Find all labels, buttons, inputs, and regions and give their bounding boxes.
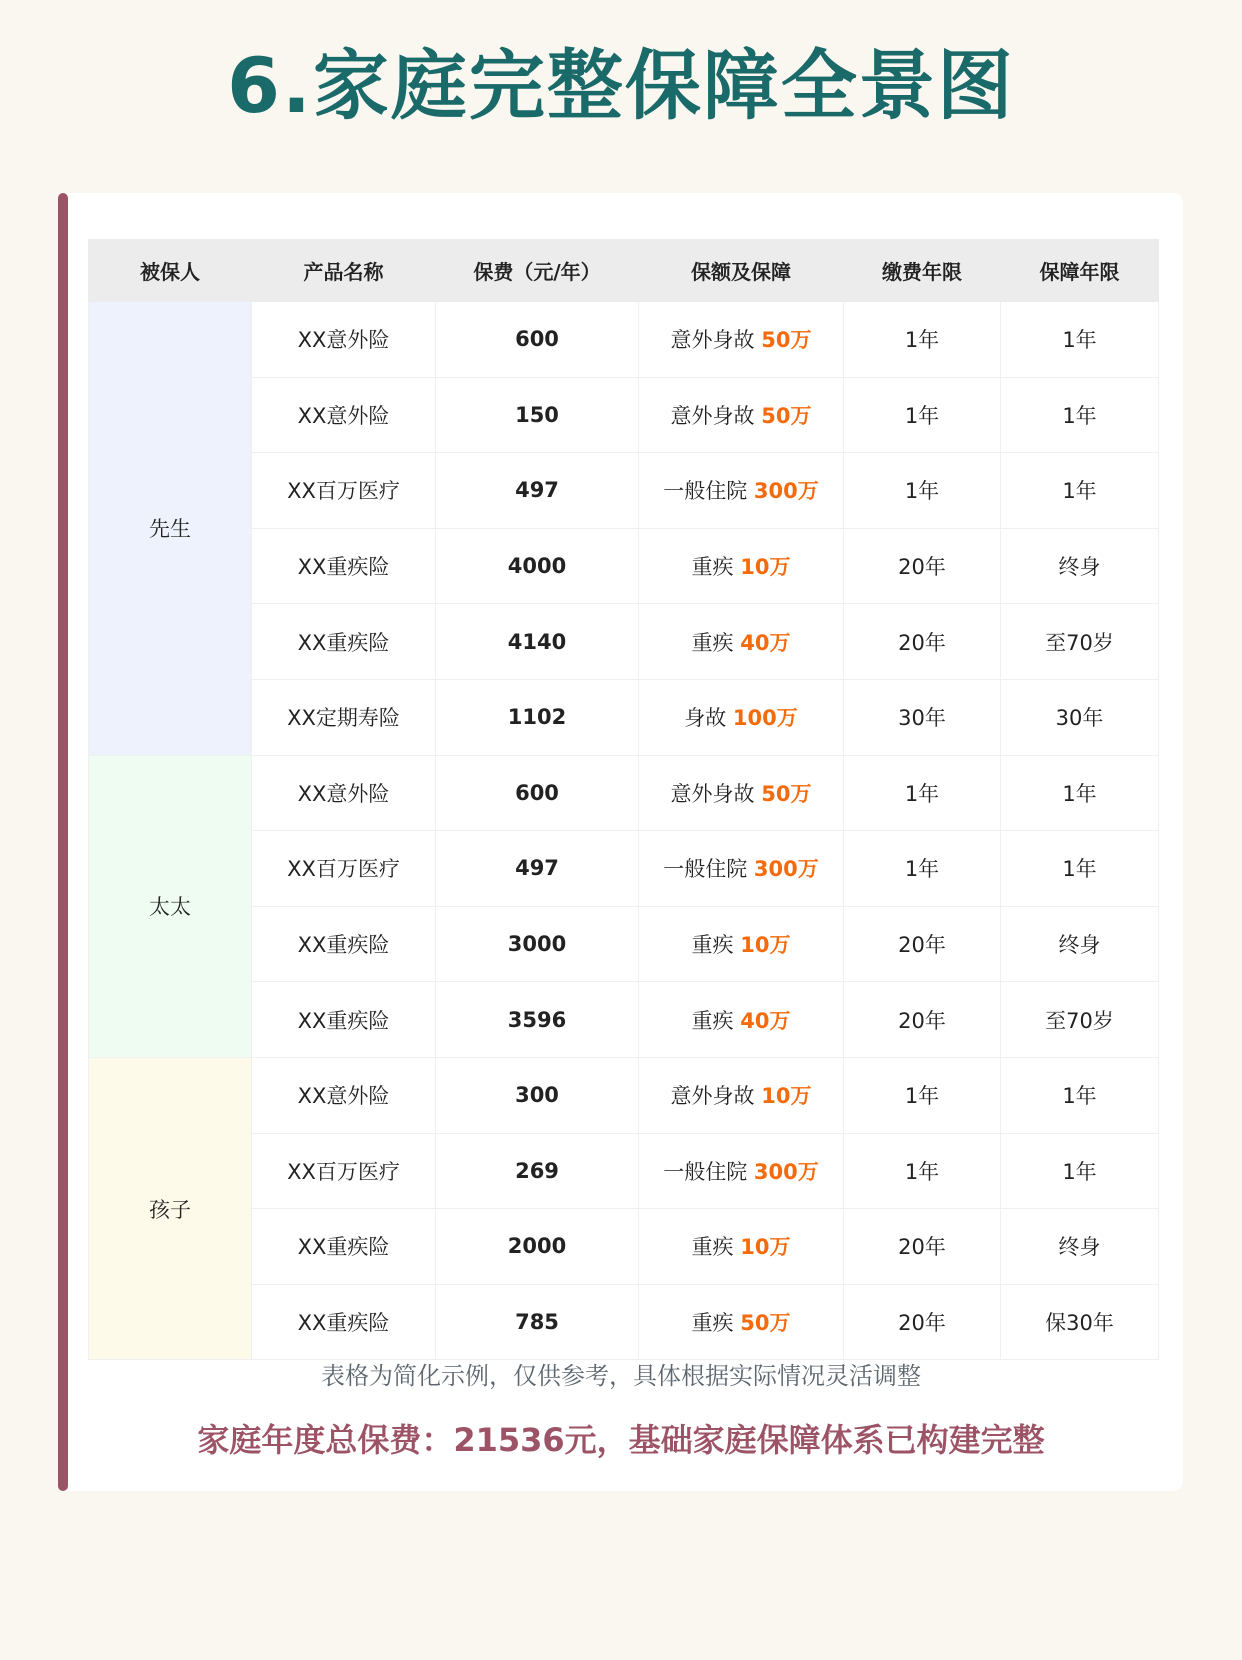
premium-cell: 300	[436, 1057, 639, 1133]
table-row	[89, 1057, 1159, 1133]
premium-cell: 785	[436, 1284, 639, 1360]
product-cell: XX意外险	[252, 377, 436, 453]
pay-term-cell: 20年	[844, 906, 1001, 982]
cover-term-cell: 1年	[1001, 831, 1159, 907]
coverage-type: 重疾	[691, 1235, 734, 1260]
coverage-type: 一般住院	[663, 1159, 748, 1184]
product-cell: XX百万医疗	[252, 453, 436, 529]
pay-term-cell: 20年	[844, 1284, 1001, 1360]
pay-term-cell: 1年	[844, 1057, 1001, 1133]
coverage-cell	[639, 1209, 844, 1285]
premium-cell: 3596	[436, 982, 639, 1058]
premium-cell: 600	[436, 302, 639, 378]
product-cell: XX意外险	[252, 755, 436, 831]
product-cell: XX意外险	[252, 302, 436, 378]
coverage-cell	[639, 1133, 844, 1209]
coverage-amount: 10万	[740, 555, 791, 580]
coverage-type: 意外身故	[670, 403, 755, 428]
pay-term-cell: 30年	[844, 679, 1001, 755]
coverage-amount: 50万	[761, 403, 812, 428]
coverage-type: 一般住院	[663, 857, 748, 882]
cover-term-cell: 至70岁	[1001, 604, 1159, 680]
coverage-type: 一般住院	[663, 479, 748, 504]
premium-cell: 497	[436, 453, 639, 529]
coverage-amount: 40万	[740, 1008, 791, 1033]
coverage-amount: 10万	[761, 1084, 812, 1109]
coverage-cell	[639, 831, 844, 907]
premium-cell: 4140	[436, 604, 639, 680]
cover-term-cell: 终身	[1001, 906, 1159, 982]
coverage-cell	[639, 528, 844, 604]
table-header-row	[89, 240, 1159, 302]
coverage-amount: 50万	[761, 781, 812, 806]
coverage-amount: 50万	[740, 1311, 791, 1336]
coverage-amount: 10万	[740, 1235, 791, 1260]
card-accent-bar	[58, 193, 68, 1491]
coverage-amount: 100万	[732, 706, 798, 731]
product-cell: XX重疾险	[252, 1209, 436, 1285]
page-title: 6.家庭完整保障全景图	[227, 41, 1015, 130]
cover-term-cell: 终身	[1001, 528, 1159, 604]
coverage-amount: 50万	[761, 328, 812, 353]
coverage-cell	[639, 679, 844, 755]
premium-cell: 1102	[436, 679, 639, 755]
coverage-type: 重疾	[691, 1311, 734, 1336]
pay-term-cell: 20年	[844, 528, 1001, 604]
premium-cell: 2000	[436, 1209, 639, 1285]
coverage-cell	[639, 604, 844, 680]
coverage-cell	[639, 453, 844, 529]
coverage-cell	[639, 906, 844, 982]
product-cell: XX重疾险	[252, 528, 436, 604]
coverage-amount: 300万	[753, 1159, 819, 1184]
table-body	[89, 302, 1159, 1360]
cover-term-cell: 30年	[1001, 679, 1159, 755]
product-cell: XX意外险	[252, 1057, 436, 1133]
coverage-type: 身故	[684, 706, 727, 731]
coverage-type: 重疾	[691, 630, 734, 655]
header-premium: 保费（元/年）	[436, 240, 639, 302]
header-pay-term: 缴费年限	[844, 240, 1001, 302]
cover-term-cell: 1年	[1001, 1133, 1159, 1209]
coverage-type: 意外身故	[670, 328, 755, 353]
header-coverage: 保额及保障	[639, 240, 844, 302]
cover-term-cell: 1年	[1001, 302, 1159, 378]
cover-term-cell: 终身	[1001, 1209, 1159, 1285]
coverage-amount: 40万	[740, 630, 791, 655]
premium-cell: 497	[436, 831, 639, 907]
premium-cell: 600	[436, 755, 639, 831]
coverage-type: 意外身故	[670, 1084, 755, 1109]
cover-term-cell: 1年	[1001, 453, 1159, 529]
coverage-cell	[639, 1284, 844, 1360]
coverage-cell	[639, 302, 844, 378]
pay-term-cell: 1年	[844, 755, 1001, 831]
total-premium-summary: 家庭年度总保费：21536元，基础家庭保障体系已构建完整	[197, 1421, 1045, 1459]
coverage-amount: 10万	[740, 933, 791, 958]
product-cell: XX百万医疗	[252, 831, 436, 907]
insured-cell: 孩子	[89, 1057, 252, 1359]
coverage-cell	[639, 377, 844, 453]
product-cell: XX重疾险	[252, 604, 436, 680]
header-product: 产品名称	[252, 240, 436, 302]
premium-cell: 269	[436, 1133, 639, 1209]
pay-term-cell: 1年	[844, 302, 1001, 378]
coverage-type: 重疾	[691, 555, 734, 580]
premium-cell: 4000	[436, 528, 639, 604]
cover-term-cell: 1年	[1001, 1057, 1159, 1133]
coverage-cell	[639, 755, 844, 831]
pay-term-cell: 20年	[844, 604, 1001, 680]
pay-term-cell: 1年	[844, 453, 1001, 529]
insurance-table	[88, 239, 1159, 1360]
insured-cell: 太太	[89, 755, 252, 1057]
premium-cell: 150	[436, 377, 639, 453]
table-row	[89, 302, 1159, 378]
insured-cell: 先生	[89, 302, 252, 756]
coverage-amount: 300万	[753, 479, 819, 504]
coverage-type: 重疾	[691, 1008, 734, 1033]
coverage-amount: 300万	[753, 857, 819, 882]
cover-term-cell: 1年	[1001, 755, 1159, 831]
pay-term-cell: 1年	[844, 1133, 1001, 1209]
pay-term-cell: 1年	[844, 377, 1001, 453]
coverage-cell	[639, 982, 844, 1058]
cover-term-cell: 1年	[1001, 377, 1159, 453]
product-cell: XX重疾险	[252, 982, 436, 1058]
header-insured: 被保人	[89, 240, 252, 302]
pay-term-cell: 20年	[844, 982, 1001, 1058]
coverage-type: 重疾	[691, 933, 734, 958]
cover-term-cell: 保30年	[1001, 1284, 1159, 1360]
table-row	[89, 755, 1159, 831]
header-cover-term: 保障年限	[1001, 240, 1159, 302]
coverage-type: 意外身故	[670, 781, 755, 806]
product-cell: XX重疾险	[252, 906, 436, 982]
premium-cell: 3000	[436, 906, 639, 982]
cover-term-cell: 至70岁	[1001, 982, 1159, 1058]
coverage-cell	[639, 1057, 844, 1133]
table-note: 表格为简化示例，仅供参考，具体根据实际情况灵活调整	[321, 1362, 921, 1390]
pay-term-cell: 1年	[844, 831, 1001, 907]
product-cell: XX百万医疗	[252, 1133, 436, 1209]
product-cell: XX重疾险	[252, 1284, 436, 1360]
product-cell: XX定期寿险	[252, 679, 436, 755]
pay-term-cell: 20年	[844, 1209, 1001, 1285]
